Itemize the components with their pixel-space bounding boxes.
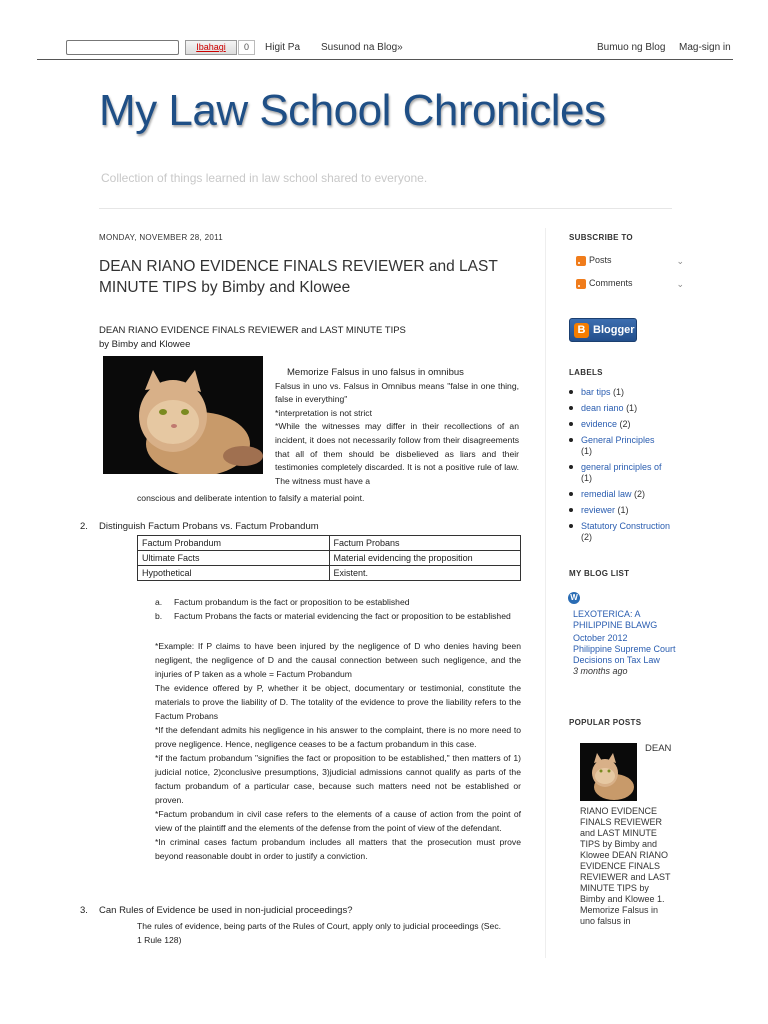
rss-icon bbox=[576, 279, 586, 289]
table-cell: Ultimate Facts bbox=[138, 551, 330, 566]
create-blog-link[interactable]: Bumuo ng Blog bbox=[597, 42, 666, 53]
table-row bbox=[138, 536, 521, 551]
item-heading: Distinguish Factum Probans vs. Factum Probandum bbox=[99, 521, 319, 532]
label-item[interactable] bbox=[569, 419, 679, 430]
bloglist-title[interactable]: LEXOTERICA: A PHILIPPINE BLAWG bbox=[573, 609, 658, 630]
example-paragraph: The evidence offered by P, whether it be object, documentary or testimonial, constitute the materials to prove the liability of D. The totality of the evidence to prove the liability refers to the Factum Probans bbox=[155, 683, 521, 721]
popular-heading: POPULAR POSTS bbox=[569, 718, 642, 727]
intro-line: Falsus in uno vs. Falsus in Omnibus means "false in one thing, false in everything" bbox=[275, 380, 519, 405]
navbar-search-input[interactable] bbox=[66, 40, 179, 55]
popular-post-thumbnail[interactable] bbox=[580, 743, 637, 801]
label-count: (2) bbox=[619, 419, 631, 429]
rss-icon bbox=[576, 256, 586, 266]
label-item[interactable] bbox=[569, 435, 679, 457]
intro-line: Memorize Falsus in uno falsus in omnibus bbox=[287, 367, 464, 378]
label-count: (1) bbox=[581, 446, 592, 456]
label-link[interactable]: bar tips bbox=[581, 387, 611, 397]
label-link[interactable]: remedial law bbox=[581, 489, 632, 499]
popular-post-title-start[interactable]: DEAN bbox=[645, 743, 672, 754]
label-link[interactable]: dean riano bbox=[581, 403, 624, 413]
list-number: 3. bbox=[80, 905, 88, 916]
blogger-navbar bbox=[37, 36, 733, 60]
table-cell: Factum Probans bbox=[329, 536, 521, 551]
list-item-text: Factum probandum is the fact or proposition to be established bbox=[174, 597, 410, 607]
blog-title[interactable]: My Law School Chronicles bbox=[99, 86, 606, 135]
sign-in-link[interactable]: Mag-sign in bbox=[679, 42, 731, 53]
factum-table bbox=[137, 535, 521, 581]
bloglist bbox=[573, 609, 683, 677]
blogger-button[interactable] bbox=[569, 318, 637, 342]
item-heading: Can Rules of Evidence be used in non-judicial proceedings? bbox=[99, 905, 353, 916]
label-link[interactable]: reviewer bbox=[581, 505, 616, 515]
label-link[interactable]: evidence bbox=[581, 419, 618, 429]
label-item[interactable] bbox=[569, 387, 679, 398]
intro-tail: conscious and deliberate intention to falsify a material point. bbox=[137, 493, 365, 503]
subscribe-heading: SUBSCRIBE TO bbox=[569, 233, 633, 242]
label-link[interactable]: General Principles bbox=[581, 435, 655, 445]
chevron-down-icon[interactable]: ⌄ bbox=[676, 279, 684, 289]
table-row bbox=[138, 551, 521, 566]
list-item bbox=[155, 609, 520, 623]
post-intro bbox=[275, 366, 519, 488]
cat-photo bbox=[103, 356, 263, 474]
table-cell: Existent. bbox=[329, 566, 521, 581]
blogger-icon: B bbox=[574, 323, 589, 338]
header-divider bbox=[99, 208, 672, 209]
next-blog-link[interactable]: Susunod na Blog» bbox=[321, 42, 403, 53]
table-cell: Material evidencing the proposition bbox=[329, 551, 521, 566]
example-paragraph: *In criminal cases factum probandum includes all matters that the prosecution must prove beyond reasonable doubt in order to justify a conviction. bbox=[155, 837, 521, 861]
feed-posts[interactable] bbox=[576, 255, 684, 269]
list-item-text: Factum Probans the facts or material evidencing the fact or proposition to be established bbox=[174, 611, 511, 621]
popular-post-snippet[interactable]: RIANO EVIDENCE FINALS REVIEWER and LAST MINUTE TIPS by Bimby and Klowee DEAN RIANO EVIDENCE FINALS REVIEWER and LAST MINUTE TIPS by Bimby and Klowee 1. Memorize Falsus in uno falsus in bbox=[580, 806, 671, 926]
label-count: (2) bbox=[634, 489, 646, 499]
table-row bbox=[138, 566, 521, 581]
post-date: MONDAY, NOVEMBER 28, 2011 bbox=[99, 233, 223, 242]
share-button[interactable]: Ibahagi bbox=[185, 40, 237, 55]
cat-photo-image bbox=[103, 356, 263, 474]
item-answer: The rules of evidence, being parts of the Rules of Court, apply only to judicial proceedings (Sec. 1 Rule 128) bbox=[137, 921, 502, 945]
intro-line: *While the witnesses may differ in their recollections of an incident, it does not necessarily follow from their disagreements that all of them should be disbelieved as liars and their testimonies completely discarded. It is not a positive rule of law. The witness must have a bbox=[275, 421, 519, 486]
label-count: (1) bbox=[617, 505, 629, 515]
label-count: (1) bbox=[626, 403, 638, 413]
label-item[interactable] bbox=[569, 521, 679, 543]
label-item[interactable] bbox=[569, 403, 679, 414]
table-cell: Hypothetical bbox=[138, 566, 330, 581]
example-paragraph: *If the defendant admits his negligence in his answer to the complaint, there is no more need to prove negligence. Hence, negligence ceases to be a factum probandum in this case. bbox=[155, 725, 521, 749]
post-subtitle-line: by Bimby and Klowee bbox=[99, 339, 191, 350]
more-link[interactable]: Higit Pa bbox=[265, 42, 301, 53]
factum-sub-list bbox=[155, 595, 520, 623]
bloglist-time-ago: 3 months ago bbox=[573, 666, 628, 676]
labels-heading: LABELS bbox=[569, 368, 603, 377]
example-paragraph: *Example: If P claims to have been injured by the negligence of D who denies having been negligent, the negligence of D and the causal connection between such negligence, and the injuries of P taken as a whole = Factum Probandum bbox=[155, 641, 521, 679]
list-letter: b. bbox=[155, 611, 163, 621]
intro-line: *interpretation is not strict bbox=[275, 407, 372, 418]
bloglist-date[interactable]: October 2012 bbox=[573, 633, 628, 643]
popular-post-image bbox=[580, 743, 637, 801]
blog-description: Collection of things learned in law school shared to everyone. bbox=[101, 171, 428, 185]
label-link[interactable]: general principles of bbox=[581, 462, 662, 472]
label-count: (1) bbox=[581, 473, 592, 483]
post-subtitle-line: DEAN RIANO EVIDENCE FINALS REVIEWER and LAST MINUTE TIPS bbox=[99, 325, 406, 336]
feed-label[interactable]: Posts bbox=[589, 255, 612, 265]
example-paragraph: *if the factum probandum "signifies the fact or proposition to be established," then matters of 1) judicial notice, 2)conclusive presumptions, 3)judicial admissions cannot qualify as parts of the factum probandum of a particular case, because such matters need not be established or proven. bbox=[155, 753, 521, 805]
post-title[interactable]: DEAN RIANO EVIDENCE FINALS REVIEWER and LAST MINUTE TIPS by Bimby and Klowee bbox=[99, 258, 498, 296]
feed-comments[interactable] bbox=[576, 278, 684, 292]
bloglist-heading: MY BLOG LIST bbox=[569, 569, 630, 578]
bloglist-post[interactable]: Philippine Supreme Court Decisions on Tax Law bbox=[573, 644, 676, 665]
example-paragraph: *Factum probandum in civil case refers to the elements of a cause of action from the point of view of the plaintiff and the elements of the defense from the point of view of the defendant. bbox=[155, 809, 521, 833]
label-item[interactable] bbox=[569, 505, 679, 516]
list-number: 2. bbox=[80, 521, 88, 532]
label-item[interactable] bbox=[569, 489, 679, 500]
blogger-button-label: Blogger bbox=[593, 324, 635, 336]
label-count: (1) bbox=[613, 387, 625, 397]
wordpress-icon: W bbox=[568, 592, 580, 604]
label-item[interactable] bbox=[569, 462, 679, 484]
label-link[interactable]: Statutory Construction bbox=[581, 521, 671, 531]
list-item bbox=[155, 595, 520, 609]
label-count: (2) bbox=[581, 532, 592, 542]
sidebar-divider bbox=[545, 228, 546, 958]
example-block bbox=[155, 639, 521, 863]
list-letter: a. bbox=[155, 597, 163, 607]
chevron-down-icon[interactable]: ⌄ bbox=[676, 256, 684, 266]
feed-label[interactable]: Comments bbox=[589, 278, 633, 288]
post-subtitle bbox=[99, 324, 519, 352]
share-count: 0 bbox=[238, 40, 255, 55]
table-cell: Factum Probandum bbox=[138, 536, 330, 551]
labels-list bbox=[569, 387, 679, 548]
